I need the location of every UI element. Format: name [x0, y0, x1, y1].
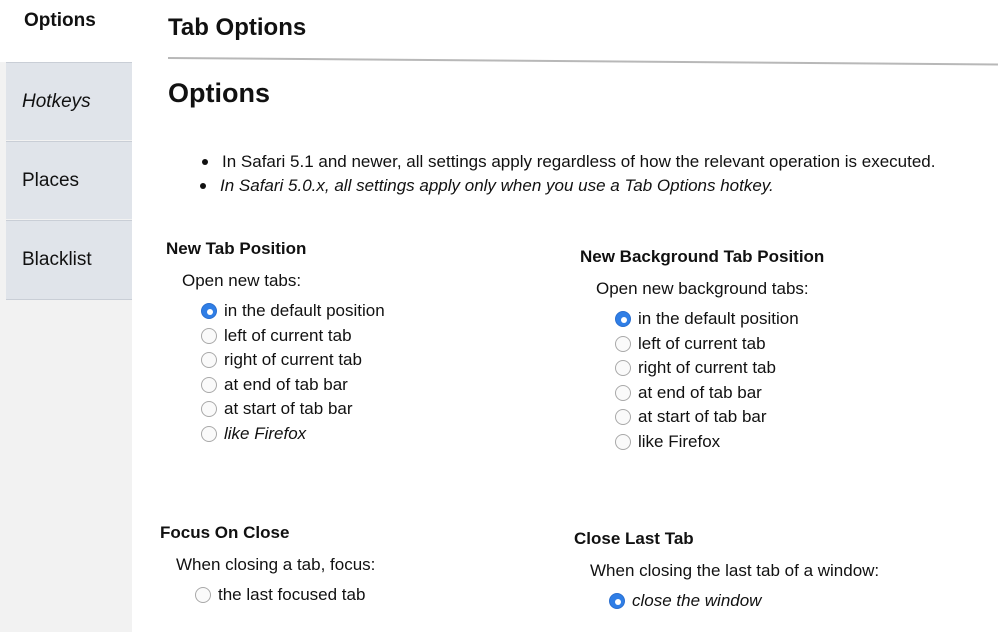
focus-on-close-group — [160, 523, 375, 608]
new-background-tab-position-title: New Background Tab Position — [580, 247, 825, 266]
page-title: Tab Options — [168, 14, 307, 41]
option-label: right of current tab — [638, 358, 776, 378]
bg-tab-option-firefox[interactable] — [615, 430, 824, 455]
new-background-tab-position-group — [580, 247, 824, 454]
radio[interactable] — [615, 336, 631, 352]
new-tab-position-title: New Tab Position — [166, 239, 307, 258]
sidebar-item-options[interactable]: Options — [0, 0, 132, 62]
radio[interactable] — [195, 587, 211, 603]
new-tab-position-prompt: Open new tabs: — [182, 271, 302, 290]
bg-tab-option-default[interactable] — [615, 307, 824, 332]
sidebar-item-blacklist[interactable]: Blacklist — [6, 220, 132, 300]
radio[interactable] — [615, 434, 631, 450]
radio-selected[interactable] — [609, 593, 625, 609]
option-label: like Firefox — [638, 431, 721, 451]
notes-list — [200, 150, 936, 198]
new-tab-option-right[interactable] — [201, 348, 385, 373]
bg-tab-option-right[interactable] — [615, 356, 824, 381]
close-last-tab-prompt: When closing the last tab of a window: — [590, 561, 880, 580]
close-last-tab-title: Close Last Tab — [574, 529, 694, 548]
radio-selected[interactable] — [201, 303, 217, 319]
title-divider — [168, 57, 998, 66]
option-label: at end of tab bar — [638, 382, 762, 402]
sidebar-item-hotkeys[interactable]: Hotkeys — [6, 62, 132, 140]
radio-selected[interactable] — [615, 311, 631, 327]
radio[interactable] — [201, 328, 217, 344]
option-label: at start of tab bar — [224, 399, 353, 419]
note-item: In Safari 5.0.x, all settings apply only when you use a Tab Options hotkey. — [198, 174, 934, 198]
new-background-tab-position-prompt: Open new background tabs: — [596, 279, 809, 298]
option-label: right of current tab — [224, 350, 362, 370]
sidebar — [0, 0, 132, 632]
option-label: like Firefox — [224, 423, 307, 443]
new-tab-option-firefox[interactable] — [201, 422, 385, 447]
option-label: in the default position — [638, 309, 799, 329]
focus-on-close-prompt: When closing a tab, focus: — [176, 555, 376, 574]
close-last-tab-group — [574, 529, 879, 614]
option-label: at end of tab bar — [224, 374, 348, 394]
option-label: close the window — [632, 591, 762, 611]
option-label: the last focused tab — [218, 585, 366, 605]
radio[interactable] — [201, 377, 217, 393]
note-item: In Safari 5.1 and newer, all settings apply regardless of how the relevant operation is executed. — [200, 150, 936, 174]
bg-tab-option-left[interactable] — [615, 332, 824, 357]
close-option-window[interactable] — [609, 589, 879, 614]
focus-on-close-title: Focus On Close — [160, 523, 290, 542]
new-tab-option-end[interactable] — [201, 373, 385, 398]
new-tab-position-group — [166, 239, 385, 446]
radio[interactable] — [201, 426, 217, 442]
focus-option-last-focused[interactable] — [195, 583, 375, 608]
radio[interactable] — [615, 385, 631, 401]
option-label: left of current tab — [638, 333, 766, 353]
radio[interactable] — [201, 352, 217, 368]
new-tab-option-default[interactable] — [201, 299, 385, 324]
section-title: Options — [168, 78, 270, 108]
radio[interactable] — [615, 409, 631, 425]
sidebar-item-places[interactable]: Places — [6, 141, 132, 219]
new-tab-option-start[interactable] — [201, 397, 385, 422]
radio[interactable] — [201, 401, 217, 417]
bg-tab-option-start[interactable] — [615, 405, 824, 430]
bg-tab-option-end[interactable] — [615, 381, 824, 406]
option-label: left of current tab — [224, 325, 352, 345]
option-label: in the default position — [224, 301, 385, 321]
option-label: at start of tab bar — [638, 407, 767, 427]
radio[interactable] — [615, 360, 631, 376]
new-tab-option-left[interactable] — [201, 324, 385, 349]
